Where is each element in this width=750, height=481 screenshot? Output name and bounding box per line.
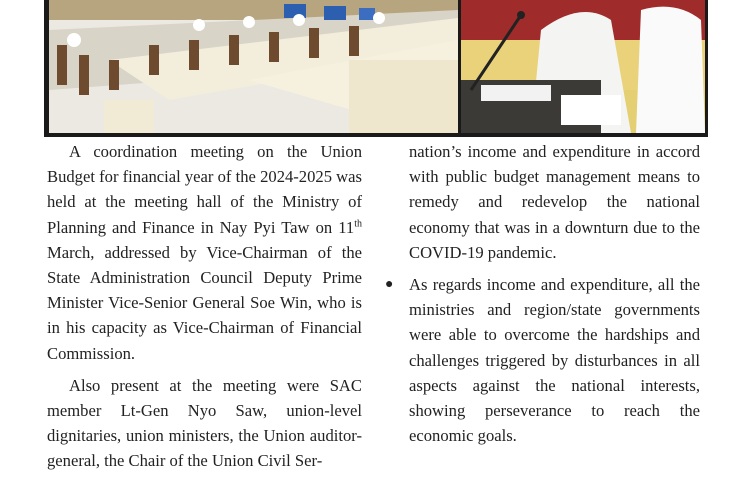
article-paragraph-1 [47,139,362,366]
paragraph-1-text-a: A coordination meeting on the Union Budget for financial year of the 2024-2025 was held at the meeting hall of the Ministry of Planning and Finance in Nay Pyi Taw on 11 [47,142,362,237]
meeting-hall-image [49,0,458,133]
bullet-paragraph [385,272,700,448]
article-right-column [385,139,700,455]
ordinal-superscript: th [354,218,362,230]
bullet-icon: ● [385,277,394,293]
paragraph-1-text-b: March, addressed by Vice-Chairman of the State Administration Council Deputy Prime Minister Vice-Senior General Soe Win, who is in his capacity as Vice-Chairman of Financial Commission. [47,242,362,363]
article-paragraph-3: nation’s income and expenditure in accord with public budget management means to remedy and redevelop the national economy that was in a downturn due to the COVID-19 pandemic. [409,142,700,262]
article-left-column [47,139,362,481]
article-paragraph-2: Also present at the meeting were SAC member Lt-Gen Nyo Saw, union-level dignitaries, union ministers, the Union auditor-general, the Chair of the Union Civil Ser- [47,375,362,471]
speaker-photo [461,0,705,133]
speaker-image [461,0,705,133]
meeting-hall-photo [49,0,458,133]
bullet-paragraph-text: As regards income and expenditure, all the ministries and region/state governments were able to overcome the hardships and challenges triggered by disturbances in all aspects against the national interests, showing perseverance to reach the economic goals. [409,275,700,446]
